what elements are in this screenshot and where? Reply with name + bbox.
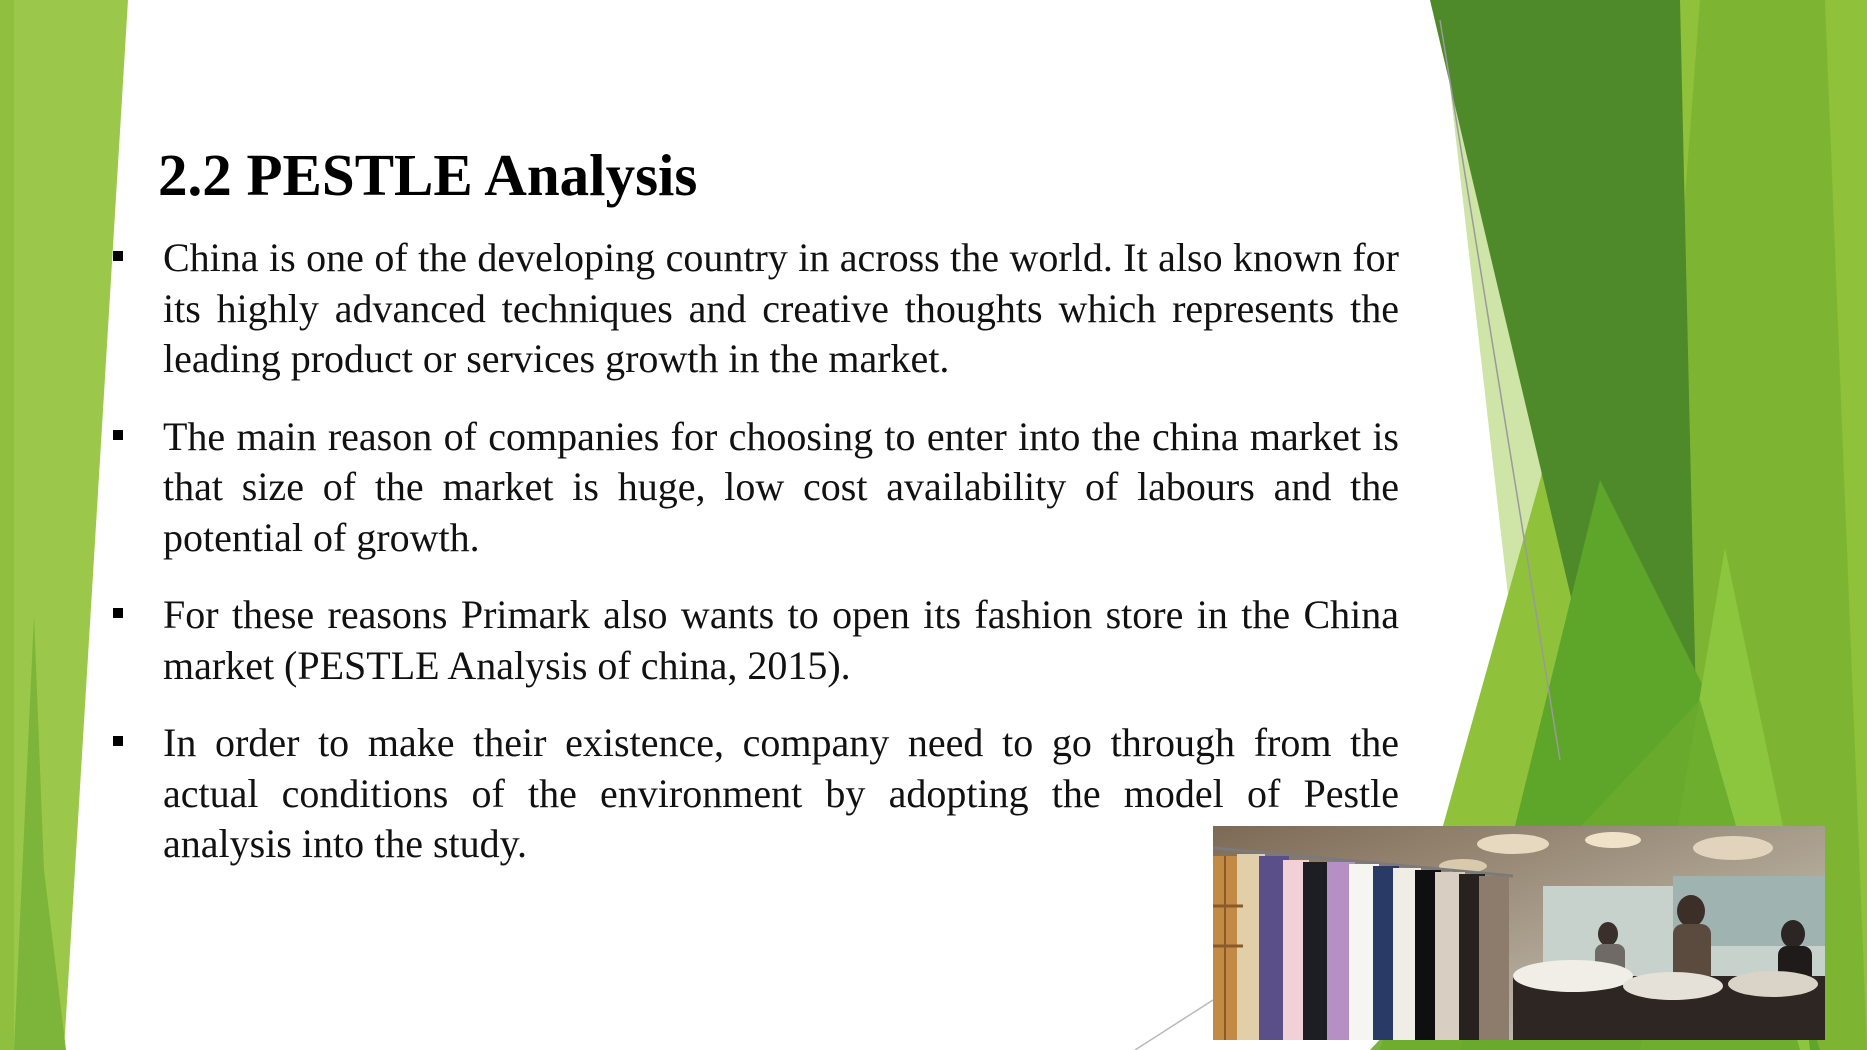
bullet-item [163,233,1399,385]
left-deco-shape-large [0,0,128,1050]
bullet-text: For these reasons Primark also wants to open its fashion store in the China market (PESTLE Analysis of china, 2015). [163,592,1399,688]
bullet-text: China is one of the developing country in across the world. It also known for its highly advanced techniques and creative thoughts which represents the leading product or services growth in the market. [163,235,1399,381]
bullet-square-icon [113,251,123,261]
bullet-item [163,590,1399,691]
bullet-square-icon [113,736,123,746]
clothing-store-illustration [1213,826,1825,1040]
bullet-text: In order to make their existence, company need to go through from the actual conditions of the environment by adopting the model of Pestle analysis into the study. [163,720,1399,866]
bullet-text: The main reason of companies for choosing to enter into the china market is that size of the market is huge, low cost availability of labours and the potential of growth. [163,413,1399,560]
slide-title: 2.2 PESTLE Analysis [158,142,698,208]
bullet-square-icon [113,430,123,440]
bullet-square-icon [113,608,123,618]
bullet-item [163,412,1399,564]
bottom-deco-line [1135,1000,1213,1050]
bullet-list [163,233,1399,897]
clothing-store-photo [1213,826,1825,1040]
left-deco-shape-thin [0,0,14,1050]
